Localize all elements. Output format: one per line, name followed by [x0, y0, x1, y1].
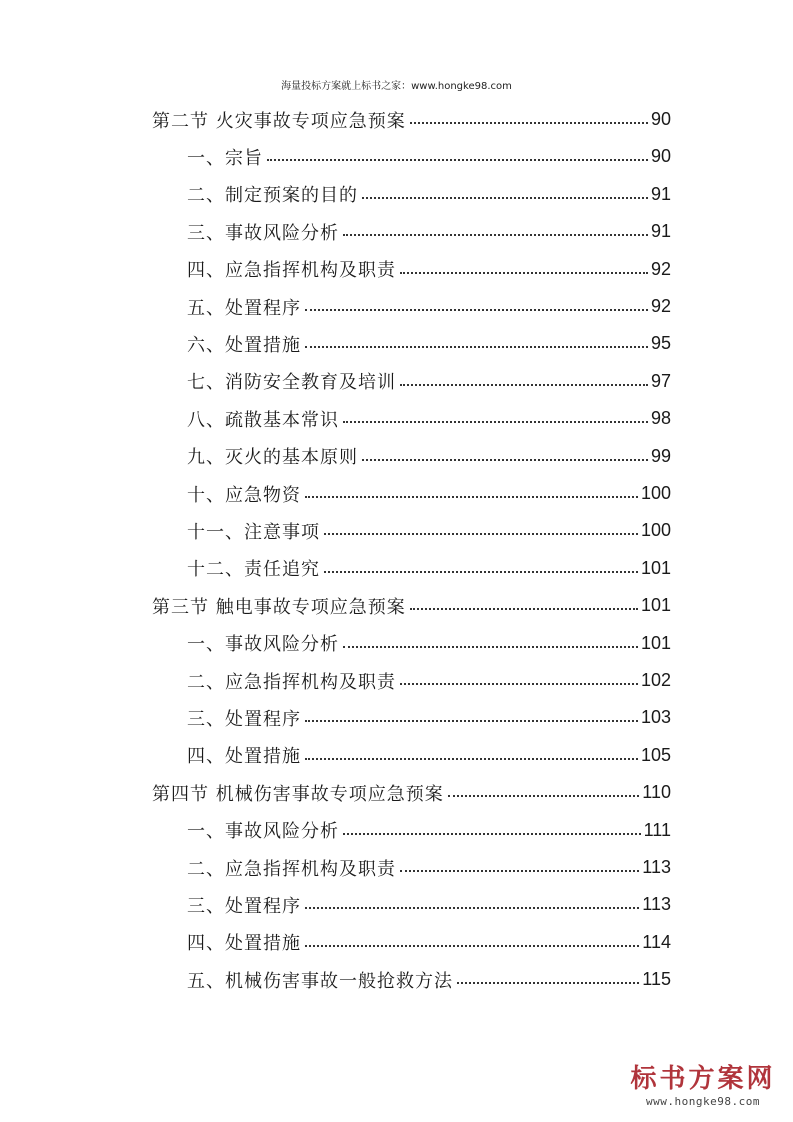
toc-section-entry[interactable]: [152, 101, 671, 138]
toc-page-number: 91: [650, 183, 671, 204]
toc-entry-label: 七、消防安全教育及培训: [187, 372, 396, 394]
toc-dot-leader: [343, 833, 641, 835]
toc-subsection-entry[interactable]: [187, 138, 671, 175]
toc-dot-leader: [362, 197, 648, 199]
toc-entry-label: 四、应急指挥机构及职责: [187, 260, 396, 282]
toc-section-entry[interactable]: [152, 587, 671, 624]
toc-dot-leader: [400, 384, 648, 386]
toc-page-number: 111: [643, 819, 671, 840]
toc-dot-leader: [400, 683, 638, 685]
toc-subsection-entry[interactable]: [187, 849, 671, 886]
toc-dot-leader: [343, 646, 638, 648]
toc-page-number: 100: [640, 483, 671, 503]
toc-dot-leader: [457, 982, 639, 984]
toc-subsection-entry[interactable]: [187, 363, 671, 400]
toc-dot-leader: [324, 533, 638, 535]
toc-subsection-entry[interactable]: [187, 812, 671, 849]
toc-subsection-entry[interactable]: [187, 924, 671, 961]
toc-page-number: 101: [640, 632, 671, 653]
toc-entry-label: 六、处置措施: [187, 334, 301, 356]
toc-subsection-entry[interactable]: [187, 176, 671, 213]
toc-entry-label: 八、疏散基本常识: [187, 409, 339, 431]
toc-entry-label: 三、处置程序: [187, 895, 301, 917]
toc-page-number: 102: [640, 670, 671, 690]
toc-entry-label: 五、处置程序: [187, 297, 301, 319]
toc-subsection-entry[interactable]: [187, 512, 671, 549]
toc-dot-leader: [305, 720, 638, 722]
toc-page-number: 91: [650, 221, 671, 242]
watermark-logo: [627, 1064, 779, 1108]
toc-entry-label: 一、宗旨: [187, 147, 263, 169]
toc-entry-label: 一、事故风险分析: [187, 634, 339, 656]
toc-page-number: 113: [642, 894, 671, 915]
toc-subsection-entry[interactable]: [187, 475, 671, 512]
toc-page-number: 99: [650, 445, 671, 466]
toc-dot-leader: [410, 608, 638, 610]
toc-subsection-entry[interactable]: [187, 961, 671, 998]
toc-page-number: 97: [650, 370, 671, 391]
toc-page-number: 92: [650, 258, 671, 279]
toc-page-number: 101: [640, 557, 671, 578]
toc-page-number: 113: [642, 857, 671, 877]
toc-dot-leader: [343, 421, 648, 423]
toc-entry-label: 第四节 机械伤害事故专项应急预案: [152, 783, 444, 805]
toc-dot-leader: [305, 346, 648, 348]
toc-subsection-entry[interactable]: [187, 625, 671, 662]
toc-page-number: 90: [650, 109, 671, 129]
toc-dot-leader: [362, 459, 648, 461]
toc-subsection-entry[interactable]: [187, 699, 671, 736]
toc-dot-leader: [400, 272, 648, 274]
watermark-url: www.hongke98.com: [646, 1095, 760, 1108]
toc-entry-label: 二、应急指挥机构及职责: [187, 858, 396, 880]
toc-entry-label: 三、处置程序: [187, 708, 301, 730]
toc-dot-leader: [305, 758, 638, 760]
toc-entry-label: 三、事故风险分析: [187, 222, 339, 244]
toc-page-number: 110: [642, 782, 671, 803]
toc-dot-leader: [400, 870, 639, 872]
toc-page-number: 115: [642, 969, 671, 990]
toc-dot-leader: [267, 159, 648, 161]
toc-dot-leader: [410, 122, 648, 124]
toc-entry-label: 二、应急指挥机构及职责: [187, 671, 396, 693]
toc-subsection-entry[interactable]: [187, 886, 671, 923]
toc-entry-label: 十二、责任追究: [187, 559, 320, 581]
toc-entry-label: 五、机械伤害事故一般抢救方法: [187, 970, 453, 992]
toc-dot-leader: [305, 309, 648, 311]
toc-dot-leader: [324, 571, 638, 573]
toc-dot-leader: [305, 945, 639, 947]
toc-subsection-entry[interactable]: [187, 251, 671, 288]
toc-entry-label: 二、制定预案的目的: [187, 185, 358, 207]
toc-page-number: 101: [640, 595, 671, 616]
toc-entry-label: 第三节 触电事故专项应急预案: [152, 596, 406, 618]
page-header: 海量投标方案就上标书之家：www.hongke98.com: [281, 81, 512, 92]
toc-entry-label: 第二节 火灾事故专项应急预案: [152, 110, 406, 132]
toc-entry-label: 十一、注意事项: [187, 521, 320, 543]
toc-page-number: 114: [642, 931, 671, 952]
toc-dot-leader: [448, 795, 640, 797]
toc-page-number: 95: [650, 333, 671, 354]
toc-dot-leader: [305, 907, 639, 909]
toc-page-number: 103: [640, 707, 671, 728]
toc-page-number: 90: [650, 146, 671, 167]
toc-subsection-entry[interactable]: [187, 550, 671, 587]
toc-entry-label: 四、处置措施: [187, 933, 301, 955]
toc-dot-leader: [305, 496, 638, 498]
toc-entry-label: 一、事故风险分析: [187, 821, 339, 843]
toc-entry-label: 四、处置措施: [187, 746, 301, 768]
toc-entry-label: 十、应急物资: [187, 484, 301, 506]
toc-page-number: 92: [650, 296, 671, 316]
toc-subsection-entry[interactable]: [187, 288, 671, 325]
toc-subsection-entry[interactable]: [187, 400, 671, 437]
toc-subsection-entry[interactable]: [187, 662, 671, 699]
toc-subsection-entry[interactable]: [187, 438, 671, 475]
toc-subsection-entry[interactable]: [187, 213, 671, 250]
toc-page-number: 98: [650, 408, 671, 429]
toc-subsection-entry[interactable]: [187, 737, 671, 774]
watermark-title: 标书方案网: [630, 1064, 776, 1094]
toc-entry-label: 九、灭火的基本原则: [187, 447, 358, 469]
toc-section-entry[interactable]: [152, 774, 671, 811]
toc-page-number: 100: [640, 520, 671, 541]
toc-dot-leader: [343, 234, 648, 236]
toc-subsection-entry[interactable]: [187, 325, 671, 362]
toc-page-number: 105: [640, 744, 671, 765]
